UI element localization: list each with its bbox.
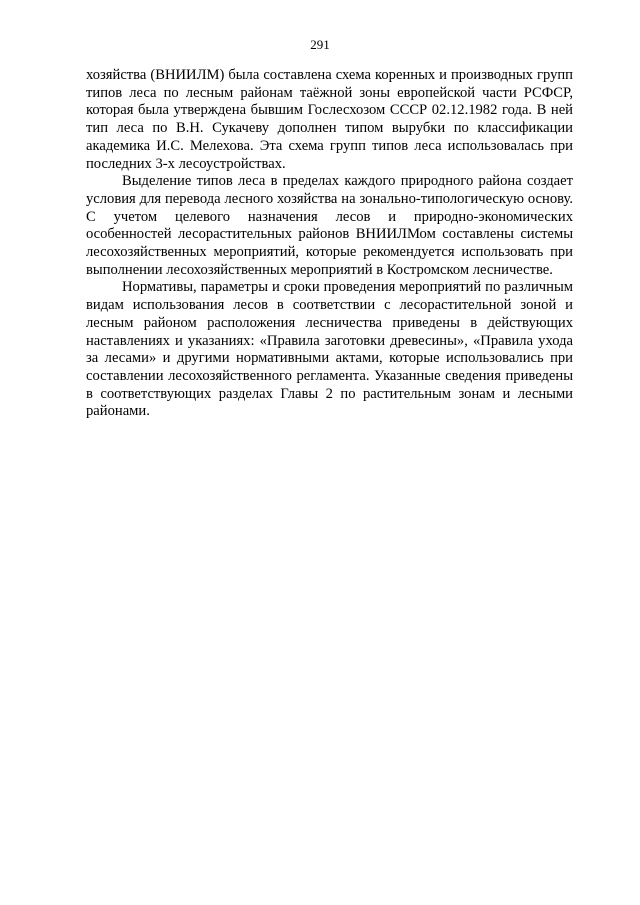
body-text	[86, 67, 573, 421]
page-number: 291	[310, 37, 330, 52]
paragraph-3: Нормативы, параметры и сроки проведения мероприятий по различным видам использования лесов в соответствии с лесорастительной зоной и лесным районом расположения лесничества приведены в действующих наставлениях и указаниях: «Правила заготовки древесины», «Правила ухода за лесами» и другими нормативными актами, которые использовались при составлении лесохозяйственного регламента. Указанные сведения приведены в соответствующих разделах Главы 2 по растительным зонам и лесными районами.	[86, 279, 573, 420]
paragraph-2: Выделение типов леса в пределах каждого природного района создает условия для перевода лесного хозяйства на зонально-типологическую основу. С учетом целевого назначения лесов и природно-экономических особенностей лесорастительных районов ВНИИЛМом составлены системы лесохозяйственных мероприятий, которые рекомендуется использовать при выполнении лесохозяйственных мероприятий в Костромском лесничестве.	[86, 173, 573, 278]
paragraph-1: хозяйства (ВНИИЛМ) была составлена схема коренных и производных групп типов леса по лесным районам таёжной зоны европейской части РСФСР, которая была утверждена бывшим Гослесхозом СССР 02.12.1982 года. В ней тип леса по В.Н. Сукачеву дополнен типом вырубки по классификации академика И.С. Мелехова. Эта схема групп типов леса использовалась при последних 3-х лесоустройствах.	[86, 67, 573, 172]
